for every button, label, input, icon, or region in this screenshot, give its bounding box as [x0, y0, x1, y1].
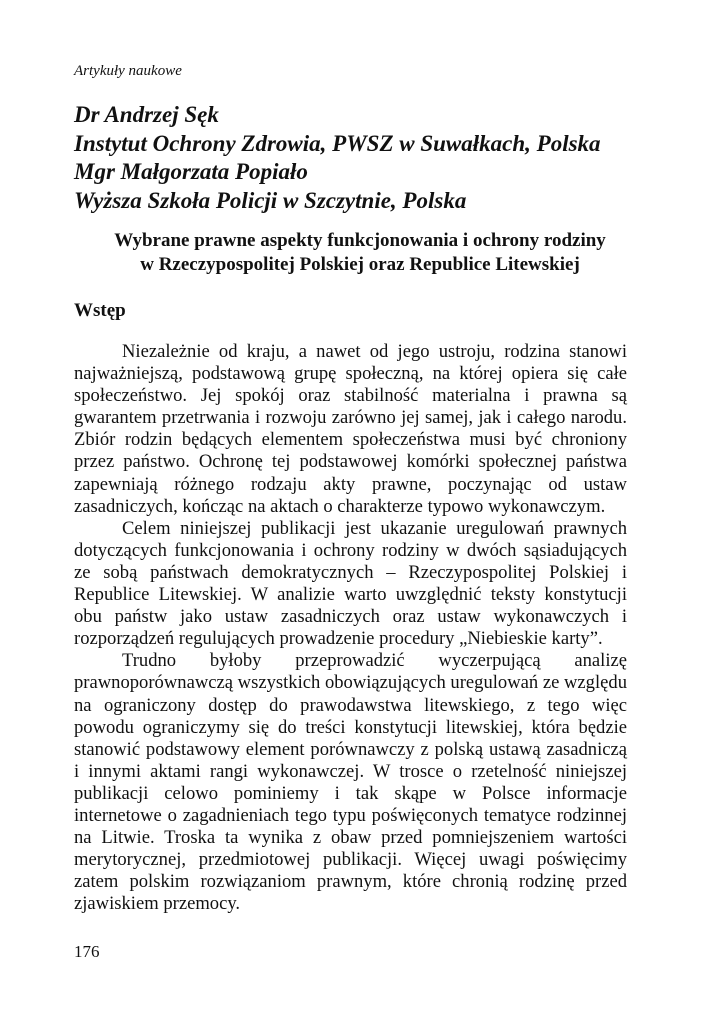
article-title [60, 229, 660, 277]
author-affiliation-2: Wyższa Szkoła Policji w Szczytnie, Polska [74, 187, 467, 213]
author-affiliation-1: Instytut Ochrony Zdrowia, PWSZ w Suwałkach, Polska [74, 130, 601, 156]
author-name-1: Dr Andrzej Sęk [74, 102, 219, 127]
article-title-line-2: w Rzeczypospolitej Polskiej oraz Republice Litewskiej [140, 254, 580, 275]
paragraph-2: Celem niniejszej publikacji jest ukazanie uregulowań prawnych dotyczących funkcjonowania i ochrony rodziny w dwóch sąsiadujących ze sobą państwach demokratycznych – Rzeczypospolitej Polskiej i Republice Litewskiej. W analizie warto uwzględnić teksty konstytucji obu państw jako ustaw zasadniczych oraz ustaw wykonawczych i rozporządzeń regulujących prowadzenie procedury „Niebieskie karty”. [74, 517, 627, 650]
paragraph-3: Trudno byłoby przeprowadzić wyczerpującą analizę prawnoporównawczą wszystkich obowiązujących uregulowań ze względu na ograniczony dostęp do prawodawstwa litewskiego, z tego więc powodu ograniczymy się do treści konstytucji litewskiej, która będzie stanowić podstawowy element porównawczy z polską ustawą zasadniczą i innymi aktami rangi wykonawczej. W trosce o rzetelność niniejszej publikacji celowo pominiemy i tak skąpe w Polsce informacje internetowe o zagadnieniach tego typu poświęconych tematyce rodzinnej na Litwie. Troska ta wynika z obaw przed pomniejszeniem wartości merytorycznej, przedmiotowej publikacji. Więcej uwagi poświęcimy zatem polskim rozwiązaniom prawnym, które chronią rodzinę przed zjawiskiem przemocy. [74, 650, 627, 915]
author-name-2: Mgr Małgorzata Popiało [74, 159, 308, 184]
paragraph-1: Niezależnie od kraju, a nawet od jego ustroju, rodzina stanowi najważniejszą, podstawową grupę społeczną, na której opiera się całe społeczeństwo. Jej spokój oraz stabilność materialna i prawna są gwarantem przetrwania i rozwoju zarówno jej samej, jak i całego narodu. Zbiór rodzin będących elementem społeczeństwa musi być chroniony przez państwo. Ochronę tej podstawowej komórki społecznej państwa zapewniają różnego rodzaju akty prawne, poczynając od ustaw zasadniczych, kończąc na aktach o charakterze typowo wykonawczym. [74, 341, 627, 517]
author-block [74, 101, 674, 215]
section-heading: Wstęp [74, 300, 126, 321]
body-text [74, 341, 627, 915]
article-title-line-1: Wybrane prawne aspekty funkcjonowania i ochrony rodziny [114, 230, 606, 251]
page-number: 176 [74, 942, 100, 961]
section-label: Artykuły naukowe [74, 63, 182, 79]
